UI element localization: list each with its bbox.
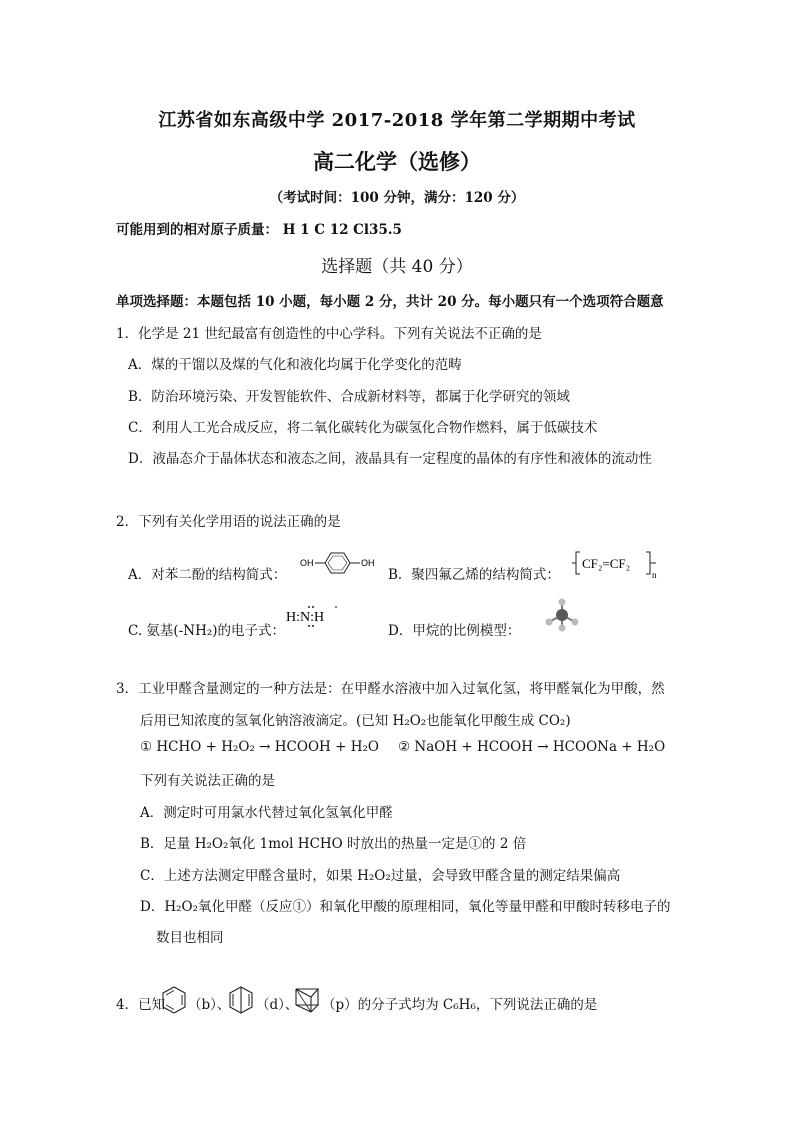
q2-option-b: B．聚四氟乙烯的结构简式： (388, 567, 560, 583)
q1-option-b: B．防治环境污染、开发智能软件、合成新材料等，都属于化学研究的领域 (128, 389, 570, 405)
oh-label-right: OH (361, 558, 375, 568)
section-instruction: 单项选择题：本题包括 10 小题，每小题 2 分，共计 20 分。每小题只有一个选项符合题意 (116, 294, 664, 310)
ptfe-formula: CF₂=CF₂ (582, 556, 631, 571)
q3-reaction-1: ① HCHO + H₂O₂ → HCOOH + H₂O (140, 739, 379, 755)
q2-stem: 2．下列有关化学用语的说法正确的是 (116, 514, 341, 530)
ptfe-structure (572, 548, 662, 580)
hydroquinone-structure (300, 549, 380, 583)
atomic-masses: 可能用到的相对原子质量： H 1 C 12 Cl35.5 (116, 222, 402, 238)
q3-option-d-line2: 数目也相同 (156, 930, 224, 946)
q3-option-d-line1: D．H₂O₂氧化甲醛（反应①）和氧化甲酸的原理相同，氧化等量甲醛和甲酸时转移电子的 (140, 899, 671, 915)
prismane-structure-icon (294, 985, 320, 1015)
q3-reaction-2: ② NaOH + HCOOH → HCOONa + H₂O (398, 739, 666, 755)
q1-option-a: A．煤的干馏以及煤的气化和液化均属于化学变化的范畴 (128, 357, 462, 373)
subject-title: 高二化学（选修） (313, 149, 481, 174)
q2-option-a: A．对苯二酚的结构简式： (128, 567, 287, 583)
q3-option-b: B．足量 H₂O₂氧化 1mol HCHO 时放出的热量一定是①的 2 倍 (140, 836, 527, 852)
q4-label-b: （b）、 (188, 997, 231, 1013)
q3-option-a: A．测定时可用氯水代替过氧化氢氧化甲醛 (140, 805, 393, 821)
q3-question: 下列有关说法正确的是 (140, 773, 275, 789)
methane-ball-model-icon (542, 598, 582, 634)
electron-formula-text: H:N:H (286, 610, 325, 625)
exam-title: 江苏省如东高级中学 2017-2018 学年第二学期期中考试 (158, 110, 636, 131)
q1-option-d: D．液晶态介于晶体状态和液态之间，液晶具有一定程度的晶体的有序性和液体的流动性 (128, 451, 652, 467)
q2-option-c: C. 氨基(-NH₂)的电子式： (128, 623, 286, 639)
q1-option-c: C．利用人工光合成反应，将二氧化碳转化为碳氢化合物作燃料，属于低碳技术 (128, 420, 598, 436)
oh-label-left: OH (300, 558, 314, 568)
q3-option-c: C．上述方法测定甲醛含量时，如果 H₂O₂过量，会导致甲醛含量的测定结果偏高 (140, 868, 621, 884)
q4-label-d: （d）、 (256, 997, 299, 1013)
q3-stem-line2: 后用已知浓度的氢氧化钠溶液滴定。(已知 H₂O₂也能氧化甲酸生成 CO₂) (140, 713, 571, 729)
benzene-structure-icon (161, 985, 187, 1015)
ptfe-n: n (652, 570, 657, 580)
q4-prefix: 4．已知 (116, 997, 166, 1013)
q4-label-p: （p）的分子式均为 C₆H₆，下列说法正确的是 (322, 997, 598, 1013)
section-title: 选择题（共 40 分） (321, 257, 473, 277)
q2-option-d: D．甲烷的比例模型： (388, 623, 521, 639)
q1-stem: 1．化学是 21 世纪最富有创造性的中心学科。下列有关说法不正确的是 (116, 326, 542, 342)
q3-stem-line1: 3．工业甲醛含量测定的一种方法是：在甲醛水溶液中加入过氧化氢，将甲醛氧化为甲酸，然 (116, 681, 665, 697)
exam-info: （考试时间：100 分钟，满分：120 分） (269, 190, 525, 206)
dewar-benzene-structure-icon (228, 985, 254, 1015)
amino-electron-formula (284, 601, 344, 631)
